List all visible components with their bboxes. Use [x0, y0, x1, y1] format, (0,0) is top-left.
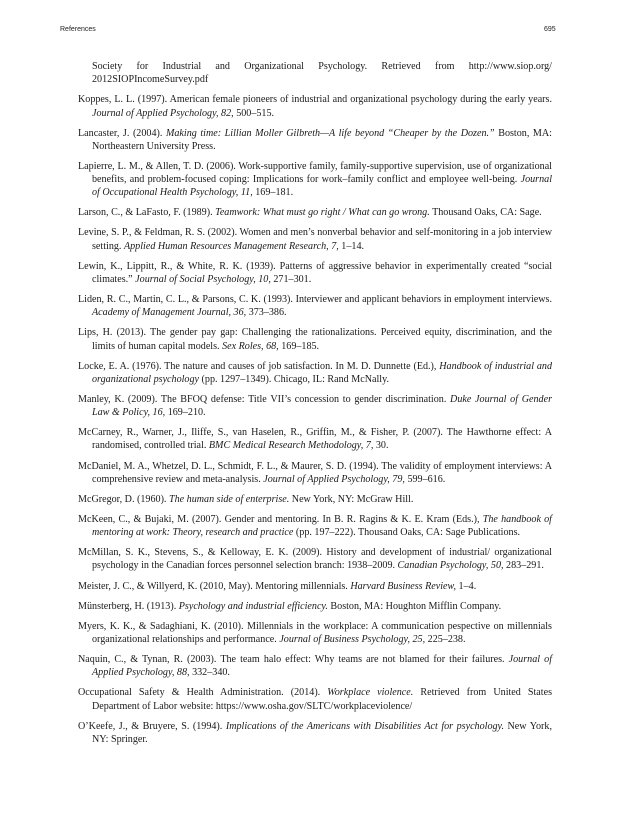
reference-source-title: Teamwork: What must go right / What can go wrong. [215, 207, 430, 219]
reference-source-title: Journal of Applied Psychology, 88, [92, 654, 552, 679]
reference-entry [78, 620, 552, 646]
reference-text: Lancaster, J. (2004). [78, 127, 166, 139]
reference-text: McGregor, D. (1960). [78, 493, 169, 505]
reference-entry [78, 60, 552, 86]
reference-entry [78, 260, 552, 286]
reference-text: Retrieved from United States Department of Labor website: https://www.osha.gov/SLTC/workplaceviolence/ [92, 687, 553, 712]
reference-text: McKeen, C., & Bujaki, M. (2007). Gender and mentoring. In B. R. Ragins & K. E. Kram (Eds.), [78, 513, 483, 525]
reference-text: Thousand Oaks, CA: Sage. [429, 207, 542, 219]
reference-source-title: The handbook of mentoring at work: Theory, research and practice [92, 513, 552, 539]
reference-source-title: Harvard Business Review, [350, 580, 457, 592]
reference-text: 599–616. [404, 473, 446, 485]
reference-text: New York, NY: Springer. [92, 720, 552, 745]
reference-source-title: The human side of enterprise. [168, 493, 290, 505]
reference-source-title: Duke Journal of Gender Law & Policy, 16, [92, 393, 552, 419]
reference-source-title: Implications of the Americans with Disabilities Act for psychology. [225, 720, 504, 732]
reference-text: McMillan, S. K., Stevens, S., & Kelloway, E. K. (2009). History and development of industrial/ organizational psychology in the Canadian forces personnel selection branch: 1938–2009. [78, 547, 552, 572]
reference-text: McCarney, R., Warner, J., Iliffe, S., van Haselen, R., Griffin, M., & Fisher, P. (2007). The Hawthorne effect: A randomised, controlled trial. [78, 427, 552, 452]
reference-entry [78, 653, 552, 679]
reference-text: O’Keefe, J., & Bruyere, S. (1994). [78, 720, 226, 732]
reference-text: Levine, S. P., & Feldman, R. S. (2002). Women and men’s nonverbal behavior and self-monitoring in a job interview setting. [78, 227, 552, 252]
reference-text: Society for Industrial and Organizational Psychology. Retrieved from http://www.siop.org/ 2012SIOPIncomeSurvey.pdf [92, 61, 552, 86]
reference-text: 1–14. [338, 240, 365, 252]
reference-source-title: Academy of Management Journal, 36, [92, 307, 247, 319]
reference-source-title: Canadian Psychology, 50, [397, 560, 504, 572]
reference-text: New York, NY: McGraw Hill. [289, 493, 414, 505]
reference-entry [78, 360, 552, 386]
reference-text: 169–185. [278, 340, 320, 352]
reference-text: Locke, E. A. (1976). The nature and causes of job satisfaction. In M. D. Dunnette (Ed.), [78, 360, 440, 372]
reference-text: 500–515. [233, 107, 275, 119]
reference-text: Boston, MA: Houghton Mifflin Company. [327, 600, 502, 612]
reference-entry [78, 206, 552, 219]
reference-source-title: Journal of Occupational Health Psychology, 11, [92, 174, 552, 199]
reference-entry [78, 226, 552, 252]
reference-entry [78, 493, 552, 506]
running-header-section: References [60, 26, 96, 33]
page-number: 695 [544, 26, 556, 33]
reference-source-title: Journal of Applied Psychology, 82, [92, 107, 234, 119]
reference-text: 373–386. [246, 307, 287, 319]
reference-source-title: Making time: Lillian Moller Gilbreth—A life beyond “Cheaper by the Dozen.” [165, 127, 495, 139]
reference-entry [78, 326, 552, 352]
reference-entry [78, 127, 552, 153]
reference-source-title: Applied Human Resources Management Research, 7, [123, 240, 339, 252]
reference-text: 30. [373, 440, 389, 452]
reference-text: 271–301. [270, 273, 312, 285]
reference-source-title: Journal of Social Psychology, 10, [135, 273, 271, 285]
reference-list [78, 60, 552, 753]
reference-text: McDaniel, M. A., Whetzel, D. L., Schmidt, F. L., & Maurer, S. D. (1994). The validity of employment interviews: A comprehensive review and meta-analysis. [78, 460, 552, 485]
reference-text: Naquin, C., & Tynan, R. (2003). The team halo effect: Why teams are not blamed for their failures. [78, 654, 509, 666]
reference-source-title: Sex Roles, 68, [222, 340, 279, 352]
reference-entry [78, 546, 552, 572]
reference-text: Lapierre, L. M., & Allen, T. D. (2006). Work-supportive family, family-supportive supervision, use of organizational benefits, and problem-focused coping: Implications for work–family conflict and employee well-being. [78, 160, 552, 186]
reference-text: Koppes, L. L. (1997). American female pioneers of industrial and organizational psychology during the early years. [78, 94, 552, 106]
reference-entry [78, 93, 552, 119]
reference-text: Liden, R. C., Martin, C. L., & Parsons, C. K. (1993). Interviewer and applicant behaviors in employment interviews. [78, 294, 552, 306]
reference-source-title: Journal of Business Psychology, 25, [279, 633, 426, 645]
reference-text: 1–4. [456, 580, 477, 592]
reference-text: (pp. 1297–1349). Chicago, IL: Rand McNally. [199, 373, 389, 385]
reference-entry [78, 160, 552, 200]
reference-text: 169–181. [252, 187, 294, 199]
reference-text: 169–210. [165, 407, 206, 419]
reference-entry [78, 293, 552, 319]
reference-entry [78, 426, 552, 452]
reference-text: 225–238. [425, 633, 466, 645]
reference-source-title: BMC Medical Research Methodology, 7, [208, 440, 374, 452]
reference-text: Münsterberg, H. (1913). [78, 600, 179, 612]
reference-text: 283–291. [503, 560, 544, 572]
reference-entry [78, 513, 552, 539]
reference-source-title: Workplace violence. [327, 687, 414, 699]
reference-entry [78, 580, 552, 593]
reference-source-title: Journal of Applied Psychology, 79, [263, 473, 405, 485]
reference-entry [78, 720, 552, 746]
reference-text: Myers, K. K., & Sadaghiani, K. (2010). Millennials in the workplace: A communication pespective on millennials organizational relationships and performance. [78, 620, 552, 645]
reference-source-title: Psychology and industrial efficiency. [178, 600, 328, 612]
reference-entry [78, 393, 552, 419]
reference-text: Boston, MA: Northeastern University Press. [92, 127, 552, 152]
reference-text: (pp. 197–222). Thousand Oaks, CA: Sage Publications. [293, 527, 521, 539]
reference-text: Lewin, K., Lippitt, R., & White, R. K. (1939). Patterns of aggressive behavior in experimentally created “social climates.” [78, 260, 552, 285]
reference-text: Larson, C., & LaFasto, F. (1989). [78, 207, 216, 219]
reference-source-title: Handbook of industrial and organizational psychology [92, 360, 552, 385]
reference-entry [78, 460, 552, 486]
reference-text: Lips, H. (2013). The gender pay gap: Challenging the rationalizations. Perceived equity, discrimination, and the limits of human capital models. [78, 327, 552, 352]
reference-text: Occupational Safety & Health Administration. (2014). [78, 687, 328, 699]
reference-text: Manley, K. (2009). The BFOQ defense: Title VII’s concession to gender discrimination. [78, 393, 451, 405]
reference-text: Meister, J. C., & Willyerd, K. (2010, May). Mentoring millennials. [78, 580, 351, 592]
reference-text: 332–340. [189, 667, 230, 679]
reference-entry [78, 600, 552, 613]
reference-entry [78, 686, 552, 712]
